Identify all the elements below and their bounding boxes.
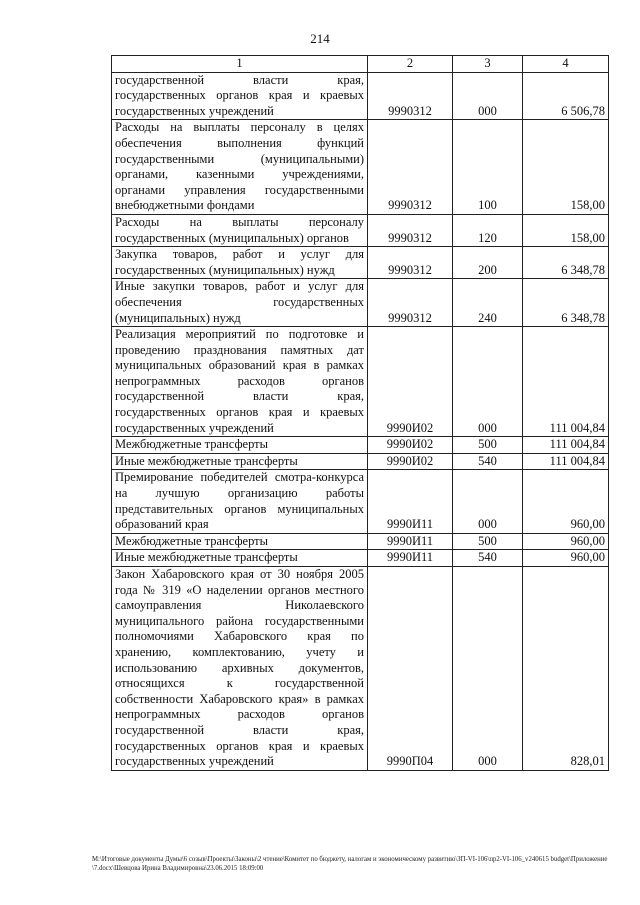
row-code-cell: 9990И02 bbox=[368, 437, 453, 454]
table-row bbox=[112, 72, 609, 120]
table-row bbox=[112, 327, 609, 437]
row-name-cell: Иные межбюджетные трансферты bbox=[112, 550, 368, 567]
row-type-cell: 500 bbox=[453, 533, 523, 550]
row-amount-cell: 111 004,84 bbox=[523, 327, 609, 437]
row-type-cell: 120 bbox=[453, 214, 523, 246]
row-name-cell: Межбюджетные трансферты bbox=[112, 437, 368, 454]
row-code-cell: 9990312 bbox=[368, 72, 453, 120]
row-type-cell: 000 bbox=[453, 72, 523, 120]
header-col-4: 4 bbox=[523, 56, 609, 73]
row-amount-cell: 158,00 bbox=[523, 120, 609, 215]
row-amount-cell: 111 004,84 bbox=[523, 453, 609, 470]
row-code-cell: 9990312 bbox=[368, 279, 453, 327]
row-name-cell: Иные закупки товаров, работ и услуг для обеспечения государственных (муниципальных) нужд bbox=[112, 279, 368, 327]
row-name-cell: Премирование победителей смотра-конкурса на лучшую организацию работы представительных органов муниципальных образований края bbox=[112, 470, 368, 533]
row-code-cell: 9990И02 bbox=[368, 453, 453, 470]
row-name-cell: Расходы на выплаты персоналу государственных (муниципальных) органов bbox=[112, 214, 368, 246]
row-code-cell: 9990И11 bbox=[368, 533, 453, 550]
row-type-cell: 100 bbox=[453, 120, 523, 215]
table-row bbox=[112, 247, 609, 279]
row-code-cell: 9990И11 bbox=[368, 470, 453, 533]
table-row bbox=[112, 214, 609, 246]
row-code-cell: 9990312 bbox=[368, 214, 453, 246]
row-amount-cell: 158,00 bbox=[523, 214, 609, 246]
header-col-3: 3 bbox=[453, 56, 523, 73]
row-amount-cell: 6 348,78 bbox=[523, 247, 609, 279]
row-type-cell: 540 bbox=[453, 453, 523, 470]
row-code-cell: 9990И11 bbox=[368, 550, 453, 567]
row-amount-cell: 828,01 bbox=[523, 567, 609, 771]
table-row bbox=[112, 453, 609, 470]
row-amount-cell: 6 348,78 bbox=[523, 279, 609, 327]
row-amount-cell: 111 004,84 bbox=[523, 437, 609, 454]
header-col-2: 2 bbox=[368, 56, 453, 73]
table-row bbox=[112, 279, 609, 327]
row-name-cell: Закупка товаров, работ и услуг для государственных (муниципальных) нужд bbox=[112, 247, 368, 279]
row-type-cell: 540 bbox=[453, 550, 523, 567]
row-code-cell: 9990П04 bbox=[368, 567, 453, 771]
row-code-cell: 9990И02 bbox=[368, 327, 453, 437]
row-type-cell: 000 bbox=[453, 327, 523, 437]
row-type-cell: 240 bbox=[453, 279, 523, 327]
row-name-cell: Закон Хабаровского края от 30 ноября 2005 года № 319 «О наделении органов местного самоуправления Николаевского муниципального района государственными полномочиями Хабаровского края по хранению, комплектованию, учету и использованию архивных документов, относящихся к государственной собственности Хабаровского края» в рамках непрограммных расходов органов государственной власти края, государственных органов края и краевых государственных учреждений bbox=[112, 567, 368, 771]
row-code-cell: 9990312 bbox=[368, 120, 453, 215]
table-row bbox=[112, 437, 609, 454]
row-type-cell: 000 bbox=[453, 567, 523, 771]
header-col-1: 1 bbox=[112, 56, 368, 73]
table-row bbox=[112, 550, 609, 567]
budget-table bbox=[111, 55, 609, 771]
table-row bbox=[112, 533, 609, 550]
row-type-cell: 000 bbox=[453, 470, 523, 533]
row-code-cell: 9990312 bbox=[368, 247, 453, 279]
page-number: 214 bbox=[310, 31, 330, 46]
table-row bbox=[112, 470, 609, 533]
row-name-cell: Межбюджетные трансферты bbox=[112, 533, 368, 550]
row-amount-cell: 960,00 bbox=[523, 470, 609, 533]
document-path-footer: M:\Итоговые документы Думы\6 созыв\Проекты\Законы\2 чтение\Комитет по бюджету, налогам и экономическому развитию\ЗП-VI-106\пр2-VI-106_v240615 budget\Приложение\7.docx\Шевцова Ирина Владимировна\23.06.2015 18:09:00 bbox=[92, 856, 608, 872]
row-name-cell: государственной власти края, государственных органов края и краевых государственных учреждений bbox=[112, 72, 368, 120]
row-type-cell: 500 bbox=[453, 437, 523, 454]
row-name-cell: Иные межбюджетные трансферты bbox=[112, 453, 368, 470]
row-amount-cell: 6 506,78 bbox=[523, 72, 609, 120]
table-header-row bbox=[112, 56, 609, 73]
row-amount-cell: 960,00 bbox=[523, 550, 609, 567]
row-name-cell: Реализация мероприятий по подготовке и проведению празднования памятных дат муниципальных образований края в рамках непрограммных расходов органов государственной власти края, государственных органов края и краевых государственных учреждений bbox=[112, 327, 368, 437]
row-name-cell: Расходы на выплаты персоналу в целях обеспечения выполнения функций государственными (муниципальными) органами, казенными учреждениями, органами управления государственными внебюджетными фондами bbox=[112, 120, 368, 215]
table-row bbox=[112, 120, 609, 215]
row-type-cell: 200 bbox=[453, 247, 523, 279]
row-amount-cell: 960,00 bbox=[523, 533, 609, 550]
table-row bbox=[112, 567, 609, 771]
